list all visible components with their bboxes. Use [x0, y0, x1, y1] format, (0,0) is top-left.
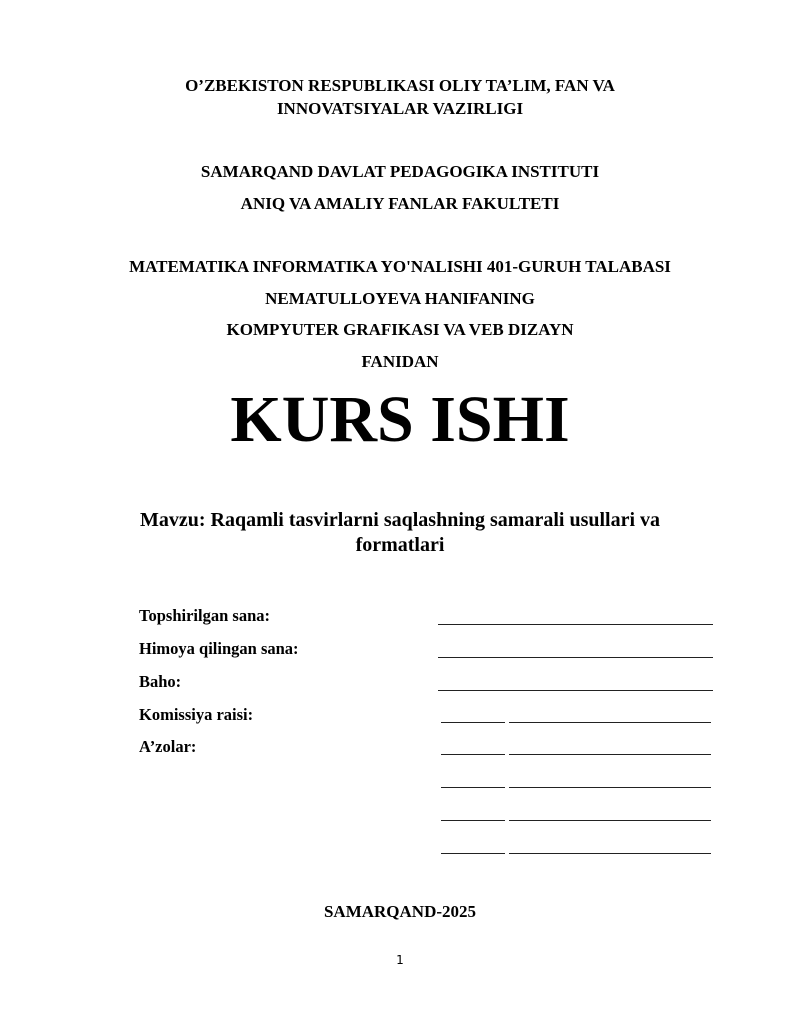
- commission-chair-label: Komissiya raisi:: [139, 705, 254, 724]
- grade-label: Baho:: [139, 672, 182, 691]
- student-group-line: MATEMATIKA INFORMATIKA YO'NALISHI 401-GURUH TALABASI: [129, 257, 671, 276]
- member-1-signature-blank: [441, 754, 505, 755]
- document-title: KURS ISHI: [230, 383, 570, 456]
- member-2-signature-blank: [441, 787, 505, 788]
- submitted-date-blank: [438, 624, 713, 625]
- place-year: SAMARQAND-2025: [323, 902, 477, 921]
- member-1-name-blank: [509, 754, 711, 755]
- defense-date-blank: [438, 657, 713, 658]
- faculty-name: ANIQ VA AMALIY FANLAR FAKULTETI: [240, 194, 560, 213]
- member-4-name-blank: [509, 853, 711, 854]
- ministry-line-2: INNOVATSIYALAR VAZIRLIGI: [276, 99, 524, 118]
- topic-line-1: Mavzu: Raqamli tasvirlarni saqlashning samarali usullari va: [139, 509, 661, 531]
- members-label: A’zolar:: [139, 737, 197, 756]
- grade-blank: [438, 690, 713, 691]
- submitted-date-label: Topshirilgan sana:: [139, 606, 270, 625]
- institute-name: SAMARQAND DAVLAT PEDAGOGIKA INSTITUTI: [200, 162, 600, 181]
- member-4-signature-blank: [441, 853, 505, 854]
- member-3-signature-blank: [441, 820, 505, 821]
- defense-date-label: Himoya qilingan sana:: [139, 639, 299, 658]
- page-number: 1: [396, 953, 404, 967]
- subject-suffix: FANIDAN: [361, 352, 439, 371]
- commission-chair-signature-blank: [441, 722, 505, 723]
- subject-name: KOMPYUTER GRAFIKASI VA VEB DIZAYN: [226, 320, 574, 339]
- member-2-name-blank: [509, 787, 711, 788]
- member-3-name-blank: [509, 820, 711, 821]
- topic-line-2: formatlari: [355, 534, 445, 556]
- commission-chair-name-blank: [509, 722, 711, 723]
- ministry-line-1: O’ZBEKISTON RESPUBLIKASI OLIY TA’LIM, FAN VA: [185, 76, 615, 95]
- student-name: NEMATULLOYEVA HANIFANING: [265, 289, 535, 308]
